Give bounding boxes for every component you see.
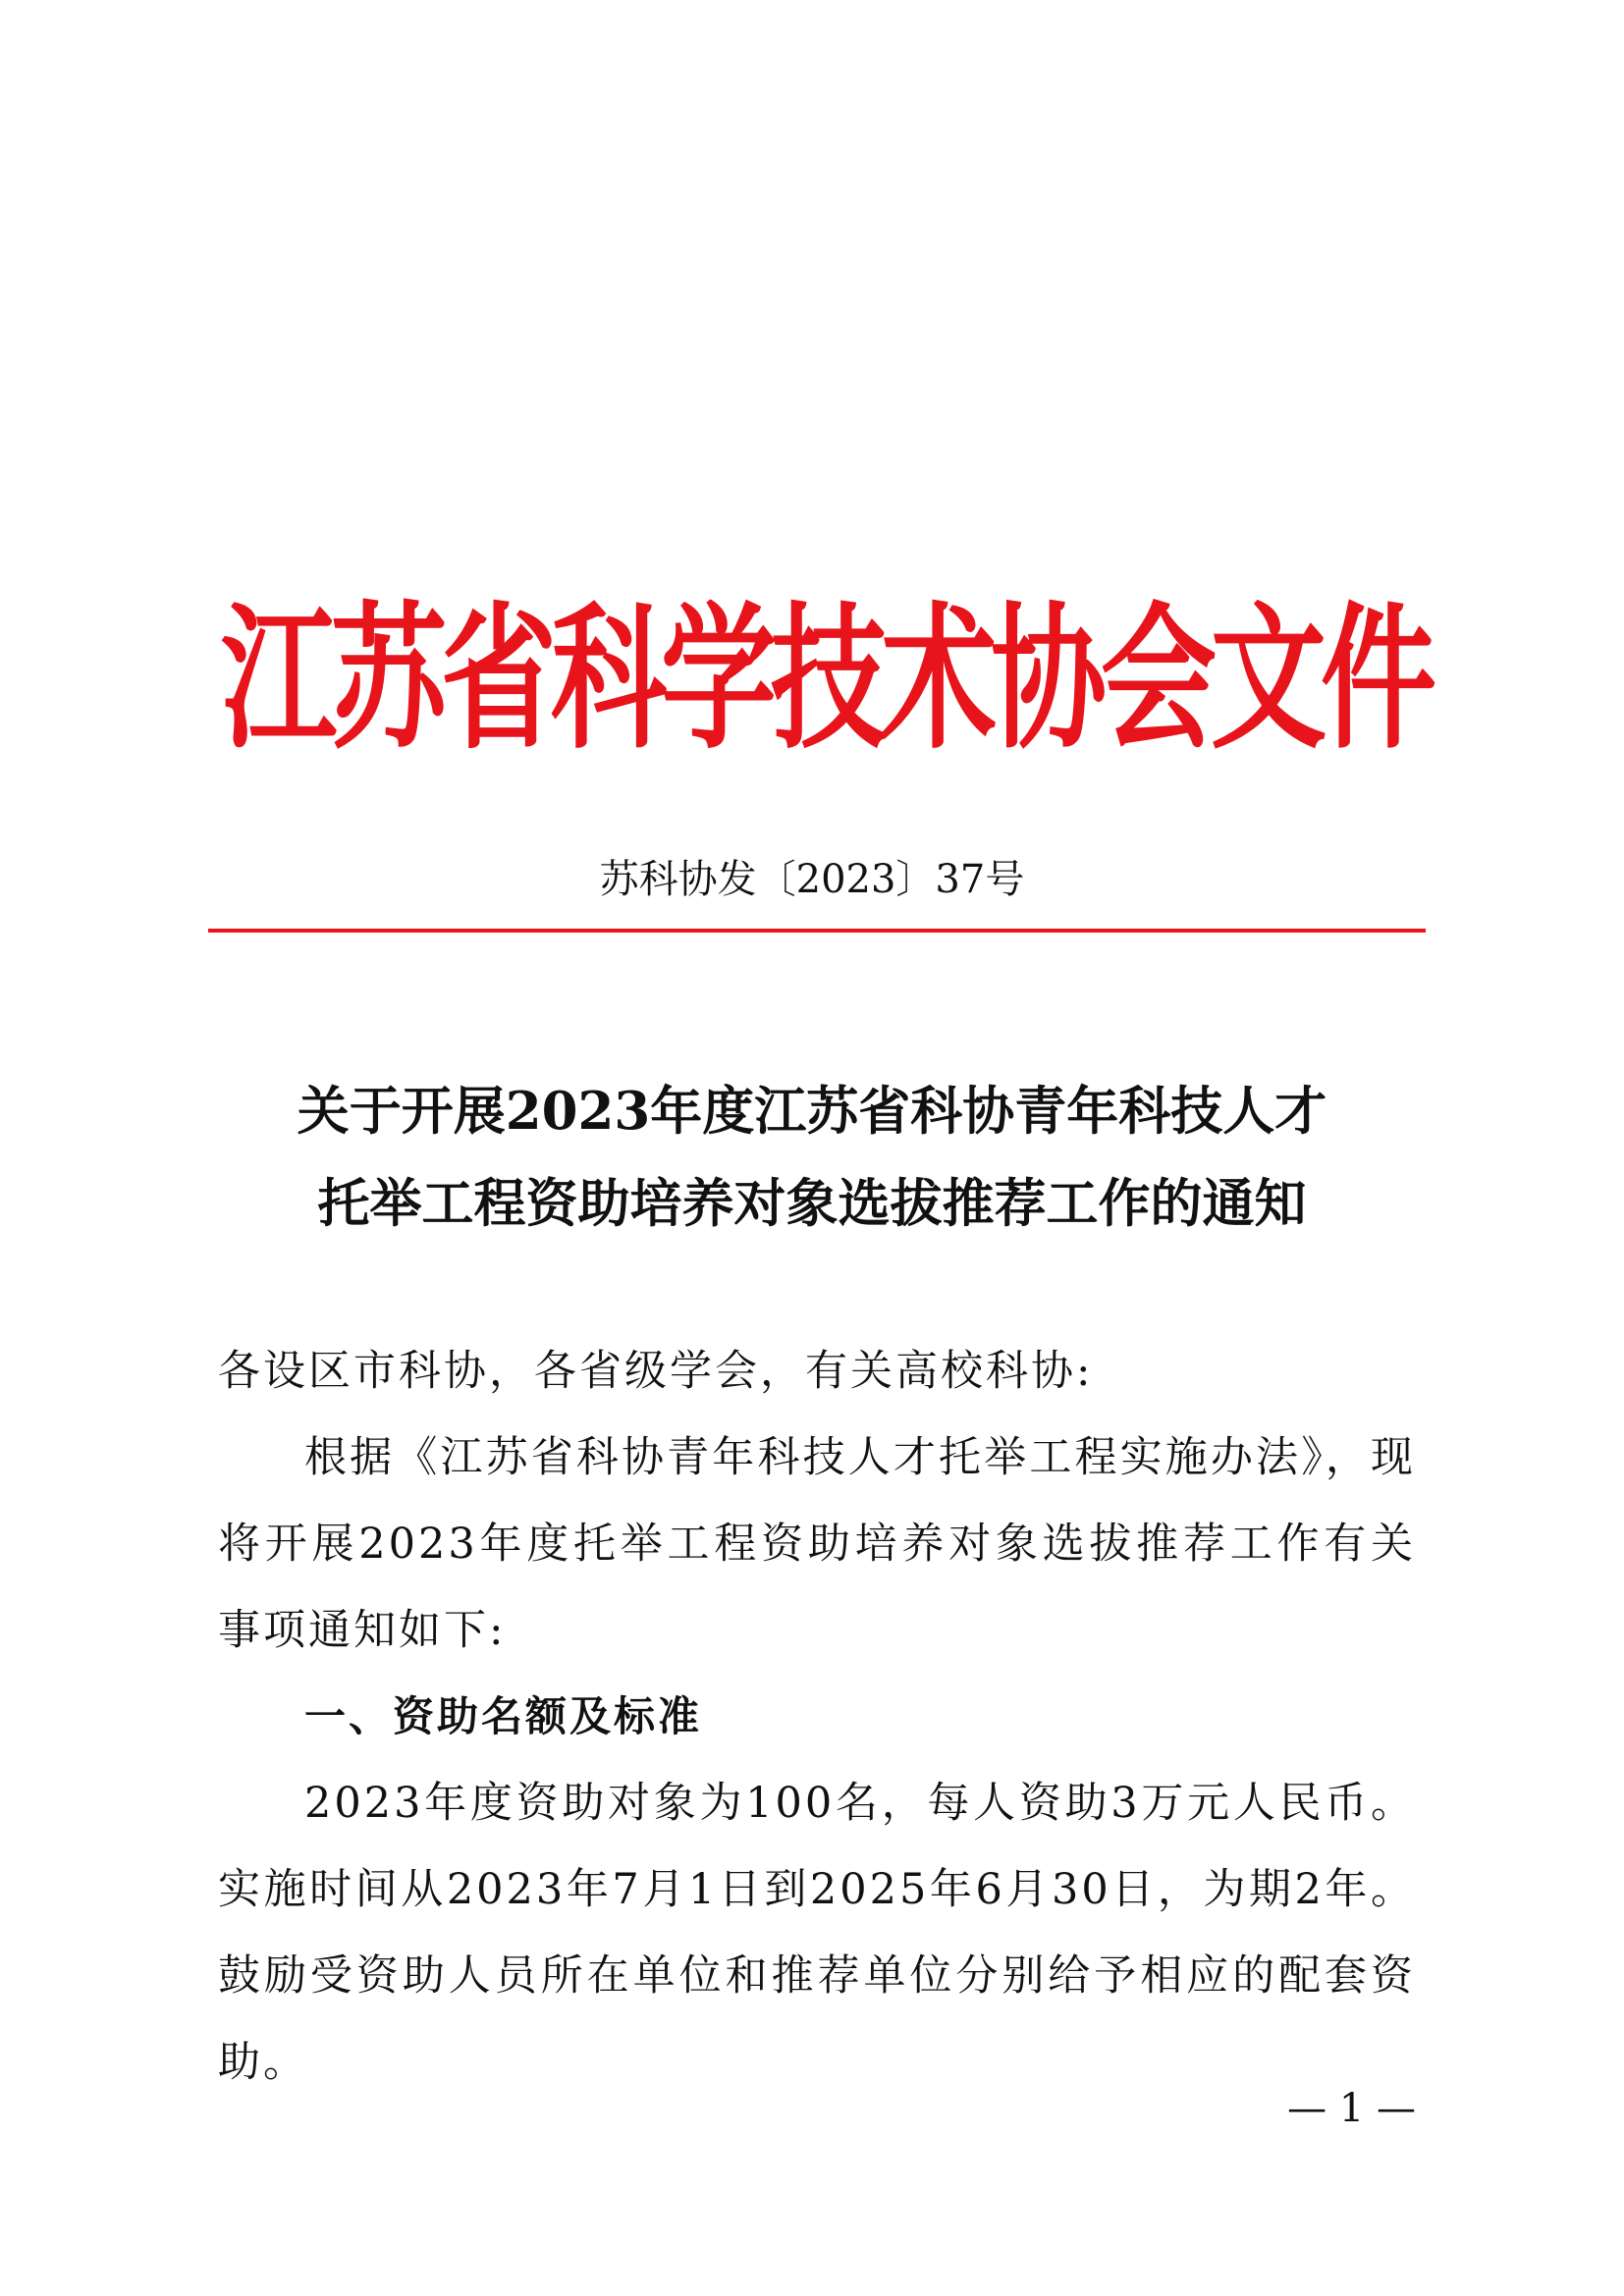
intro-paragraph: 根据《江苏省科协青年科技人才托举工程实施办法》，现将开展2023年度托举工程资助培养对象选拔推荐工作有关事项通知如下: — [218, 1433, 1416, 1655]
red-divider-line — [208, 929, 1426, 933]
masthead-title: 江苏省科学技术协会文件 — [221, 586, 1432, 771]
notice-body — [218, 1328, 1416, 2106]
notice-title — [0, 1065, 1624, 1250]
notice-title-line-2: 托举工程资助培养对象选拔推荐工作的通知 — [317, 1173, 1307, 1234]
document-number: 苏科协发〔2023〕37号 — [599, 857, 1025, 902]
section-paragraph-1: 2023年度资助对象为100名，每人资助3万元人民币。实施时间从2023年7月1日到2025年6月30日，为期2年。鼓励受资助人员所在单位和推荐单位分别给予相应的配套资助。 — [218, 1779, 1416, 2087]
section-heading-1: 一、资助名额及标准 — [304, 1692, 703, 1740]
salutation: 各设区市科协，各省级学会，有关高校科协: — [218, 1347, 1094, 1396]
notice-title-line-1: 关于开展2023年度江苏省科协青年科技人才 — [297, 1081, 1327, 1142]
page-number: — 1 — — [1287, 2086, 1416, 2131]
